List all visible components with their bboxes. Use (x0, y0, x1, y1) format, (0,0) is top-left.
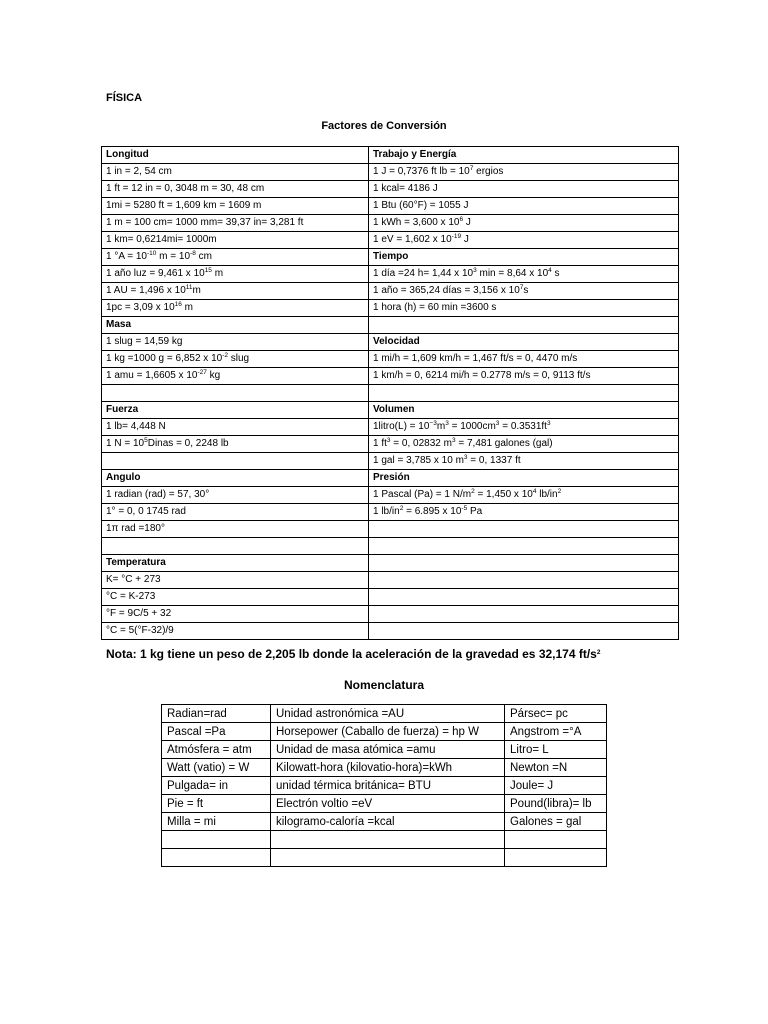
table-cell: 1 lb= 4,448 N (102, 419, 369, 436)
section-header-cell: Fuerza (102, 402, 369, 419)
table-cell: 1 Pascal (Pa) = 1 $N/m^2 = 1,450$ x $10^4$ $lb/in^2$ (369, 487, 679, 504)
conversion-table-body (102, 147, 679, 640)
nomenclature-title: Nomenclatura (343, 678, 425, 692)
table-cell (505, 849, 607, 867)
page-label: FÍSICA (106, 92, 143, 104)
table-cell (369, 538, 679, 555)
section-header-cell: Trabajo y Energía (369, 147, 679, 164)
section-header-cell: Temperatura (102, 555, 369, 572)
nomenclature-table-body (162, 705, 607, 867)
table-cell (271, 849, 505, 867)
table-cell: Radian=rad (162, 705, 271, 723)
table-row (102, 402, 679, 419)
table-cell: Atmósfera = atm (162, 741, 271, 759)
table-cell: Watt (vatio) = W (162, 759, 271, 777)
table-cell: 1mi = 5280 ft = 1,609 km = 1609 m (102, 198, 369, 215)
table-cell: Horsepower (Caballo de fuerza) = hp W (271, 723, 505, 741)
table-row (102, 453, 679, 470)
table-cell (102, 453, 369, 470)
table-cell: 1litro(L) = $10^{-3}m^3 = 1000cm^3 = 0.3531ft^3$ (369, 419, 679, 436)
table-cell: Pound(libra)= lb (505, 795, 607, 813)
table-row (102, 181, 679, 198)
table-cell (162, 831, 271, 849)
table-row (102, 521, 679, 538)
table-cell: 1 slug = 14,59 kg (102, 334, 369, 351)
table-row (102, 555, 679, 572)
table-cell: Joule= J (505, 777, 607, 795)
table-cell: 1 $^\circ A = 10^{-10}$ $m = 10^{-8}$ cm (102, 249, 369, 266)
table-row (102, 470, 679, 487)
table-cell: °C = K-273 (102, 589, 369, 606)
table-row (102, 368, 679, 385)
table-cell (162, 849, 271, 867)
section-header-cell: Tiempo (369, 249, 679, 266)
table-cell: 1° = 0, 0 1745 rad (102, 504, 369, 521)
table-cell: 1 Btu (60°F) = 1055 J (369, 198, 679, 215)
table-row (162, 849, 607, 867)
table-cell: unidad térmica británica= BTU (271, 777, 505, 795)
table-cell: 1 año luz = 9,461 x $10^{15}$ m (102, 266, 369, 283)
table-row (102, 606, 679, 623)
table-cell: Galones = gal (505, 813, 607, 831)
table-row (102, 351, 679, 368)
table-cell (369, 385, 679, 402)
section-header-cell: Volumen (369, 402, 679, 419)
conversion-table (101, 146, 679, 640)
table-cell: 1 hora (h) = 60 min =3600 s (369, 300, 679, 317)
table-row (102, 487, 679, 504)
table-cell: 1 eV = 1,602 x $10^{-19}$ J (369, 232, 679, 249)
table-cell: 1 kWh = 3,600 x $10^6$ J (369, 215, 679, 232)
table-cell: 1 in = 2, 54 cm (102, 164, 369, 181)
table-cell: 1π rad =180° (102, 521, 369, 538)
table-row (162, 831, 607, 849)
section-header-cell: Velocidad (369, 334, 679, 351)
table-row (102, 300, 679, 317)
table-row (102, 419, 679, 436)
section-header-cell: Presión (369, 470, 679, 487)
table-row (162, 777, 607, 795)
table-row (162, 759, 607, 777)
nomenclature-table (161, 704, 607, 867)
table-cell: 1 día =24 h= 1,44 x $10^3$ min = 8,64 x $10^4$ s (369, 266, 679, 283)
table-cell (505, 831, 607, 849)
table-cell: 1 amu = 1,6605 x $10^{-27}$ kg (102, 368, 369, 385)
table-row (102, 266, 679, 283)
table-row (102, 623, 679, 640)
document-title: Factores de Conversión (321, 120, 447, 132)
table-row (102, 572, 679, 589)
table-row (162, 795, 607, 813)
gravity-note: Nota: 1 kg tiene un peso de 2,205 lb donde la aceleración de la gravedad es 32,174 $ft/s^2$ (106, 647, 601, 661)
table-cell (369, 606, 679, 623)
table-cell: Electrón voltio =eV (271, 795, 505, 813)
table-cell: 1 gal = 3,785 x 10 $m^3 = 0$, 1337 ft (369, 453, 679, 470)
table-cell: 1 año = 365,24 días = 3,156 x $10^7s$ (369, 283, 679, 300)
table-cell: 1 mi/h = 1,609 km/h = 1,467 ft/s = 0, 4470 m/s (369, 351, 679, 368)
table-cell (369, 623, 679, 640)
table-cell (102, 385, 369, 402)
table-cell: Litro= L (505, 741, 607, 759)
table-row (102, 283, 679, 300)
table-cell (369, 521, 679, 538)
table-row (102, 589, 679, 606)
table-row (102, 538, 679, 555)
table-cell: kilogramo-caloría =kcal (271, 813, 505, 831)
table-cell: 1 $lb/in^2 = 6.895$ x $10^{-5}$ Pa (369, 504, 679, 521)
table-cell: °C = 5(°F-32)/9 (102, 623, 369, 640)
table-row (102, 232, 679, 249)
table-row (102, 215, 679, 232)
table-row (102, 164, 679, 181)
table-cell: Pie = ft (162, 795, 271, 813)
section-header-cell: Angulo (102, 470, 369, 487)
table-cell: Pulgada= in (162, 777, 271, 795)
table-row (102, 249, 679, 266)
table-cell: 1 $N = 10^5Dinas = 0$, 2248 lb (102, 436, 369, 453)
table-row (102, 334, 679, 351)
table-cell: Milla = mi (162, 813, 271, 831)
table-cell: Unidad astronómica =AU (271, 705, 505, 723)
table-cell: Angstrom =°A (505, 723, 607, 741)
table-cell: Unidad de masa atómica =amu (271, 741, 505, 759)
table-cell: Kilowatt-hora (kilovatio-hora)=kWh (271, 759, 505, 777)
table-row (162, 741, 607, 759)
table-row (102, 147, 679, 164)
table-row (102, 198, 679, 215)
table-cell: Pársec= pc (505, 705, 607, 723)
table-cell: 1 m = 100 cm= 1000 mm= 39,37 in= 3,281 ft (102, 215, 369, 232)
table-cell: 1pc = 3,09 x $10^{16}$ m (102, 300, 369, 317)
table-cell (369, 572, 679, 589)
table-cell: 1 kg =1000 g = 6,852 x $10^{-2}$ slug (102, 351, 369, 368)
section-header-cell: Longitud (102, 147, 369, 164)
table-cell: 1 $ft^3 = 0$, 02832 $m^3 = 7,481$ galones (gal) (369, 436, 679, 453)
table-row (102, 504, 679, 521)
table-row (162, 723, 607, 741)
table-row (102, 317, 679, 334)
table-cell (369, 317, 679, 334)
table-cell: 1 ft = 12 in = 0, 3048 m = 30, 48 cm (102, 181, 369, 198)
table-cell: Newton =N (505, 759, 607, 777)
table-cell (369, 589, 679, 606)
table-row (162, 813, 607, 831)
table-cell (271, 831, 505, 849)
table-cell: °F = 9C/5 + 32 (102, 606, 369, 623)
table-cell: 1 km/h = 0, 6214 mi/h = 0.2778 m/s = 0, 9113 ft/s (369, 368, 679, 385)
table-cell (102, 538, 369, 555)
table-cell: Pascal =Pa (162, 723, 271, 741)
table-cell: 1 radian (rad) = 57, 30° (102, 487, 369, 504)
table-cell: 1 J = 0,7376 ft lb = $10^7$ ergios (369, 164, 679, 181)
table-cell (369, 555, 679, 572)
table-row (162, 705, 607, 723)
table-row (102, 436, 679, 453)
section-header-cell: Masa (102, 317, 369, 334)
table-cell: 1 kcal= 4186 J (369, 181, 679, 198)
table-cell: 1 km= 0,6214mi= 1000m (102, 232, 369, 249)
table-cell: 1 AU = 1,496 x $10^{11}m$ (102, 283, 369, 300)
table-row (102, 385, 679, 402)
table-cell: K= °C + 273 (102, 572, 369, 589)
